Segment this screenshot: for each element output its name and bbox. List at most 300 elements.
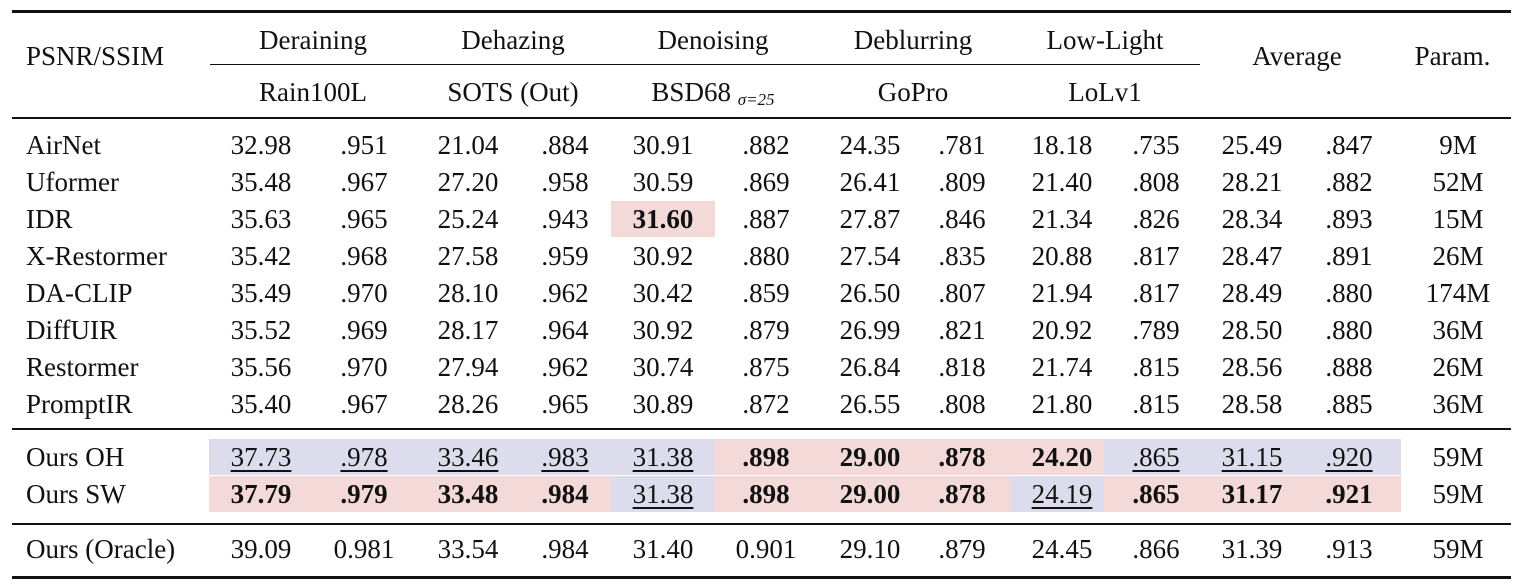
value-cell (209, 275, 313, 311)
value-cell (1200, 476, 1304, 512)
value-text: 24.35 (839, 130, 901, 160)
value-cell (209, 312, 313, 348)
dataset-header-sots: SOTS (Out) (447, 77, 579, 107)
param-cell: 26M (1432, 241, 1484, 271)
value-text: .951 (340, 130, 388, 160)
value-text: .846 (938, 204, 986, 234)
value-text: 28.17 (437, 315, 499, 345)
value-text: 31.40 (632, 534, 694, 564)
param-header: Param. (1414, 41, 1491, 71)
value-cell (611, 201, 715, 237)
value-text: .983 (541, 442, 589, 472)
value-cell (611, 476, 715, 512)
value-cell (1010, 439, 1114, 475)
value-text: .880 (742, 241, 790, 271)
value-cell (714, 312, 818, 348)
value-cell (1200, 531, 1304, 567)
value-text: .735 (1132, 130, 1180, 160)
value-text: .808 (1132, 167, 1180, 197)
value-cell (1104, 275, 1208, 311)
value-text: .826 (1132, 204, 1180, 234)
value-cell (1010, 349, 1114, 385)
value-text: 18.18 (1031, 130, 1093, 160)
value-text: .970 (340, 278, 388, 308)
value-text: 28.49 (1221, 278, 1283, 308)
value-text: .968 (340, 241, 388, 271)
value-text: .978 (340, 442, 388, 472)
value-text: .809 (938, 167, 986, 197)
value-cell (1104, 439, 1208, 475)
value-cell (1010, 201, 1114, 237)
method-name: DiffUIR (26, 315, 117, 345)
value-text: .878 (938, 442, 986, 472)
value-cell (416, 201, 520, 237)
value-cell (910, 386, 1014, 422)
value-text: .913 (1325, 534, 1373, 564)
value-text: .885 (1325, 389, 1373, 419)
value-text: 32.98 (230, 130, 292, 160)
value-cell (611, 275, 715, 311)
value-cell (312, 439, 416, 475)
value-cell (513, 164, 617, 200)
average-header: Average (1252, 41, 1342, 71)
value-text: 35.52 (230, 315, 292, 345)
value-text: .815 (1132, 352, 1180, 382)
results-table (12, 10, 1511, 580)
value-text: .984 (541, 479, 589, 509)
value-cell (416, 312, 520, 348)
value-text: .882 (1325, 167, 1373, 197)
value-text: 31.38 (632, 442, 694, 472)
value-cell (611, 439, 715, 475)
value-cell (818, 439, 922, 475)
value-text: .921 (1325, 479, 1373, 509)
value-text: .865 (1132, 479, 1180, 509)
value-cell (714, 386, 818, 422)
value-cell (312, 164, 416, 200)
value-cell (910, 439, 1014, 475)
value-cell (714, 439, 818, 475)
method-name: AirNet (26, 130, 101, 160)
value-cell (1104, 531, 1208, 567)
value-text: 35.42 (230, 241, 292, 271)
value-cell (1297, 476, 1401, 512)
value-cell (209, 164, 313, 200)
value-text: 31.39 (1221, 534, 1283, 564)
method-name: Uformer (26, 167, 119, 197)
method-name: IDR (26, 204, 73, 234)
value-text: .965 (541, 389, 589, 419)
value-cell (611, 531, 715, 567)
value-cell (1297, 531, 1401, 567)
value-text: .781 (938, 130, 986, 160)
metric-header: PSNR/SSIM (26, 41, 165, 71)
value-cell (1200, 238, 1304, 274)
value-text: 27.94 (437, 352, 499, 382)
value-text: 30.74 (632, 352, 694, 382)
param-cell: 59M (1432, 442, 1484, 472)
value-cell (1200, 164, 1304, 200)
value-cell (416, 164, 520, 200)
value-cell (416, 349, 520, 385)
value-cell (416, 238, 520, 274)
value-text: .879 (938, 534, 986, 564)
value-text: .879 (742, 315, 790, 345)
value-cell (513, 531, 617, 567)
value-text: .887 (742, 204, 790, 234)
value-cell (513, 312, 617, 348)
value-cell (818, 164, 922, 200)
value-text: .967 (340, 389, 388, 419)
value-cell (209, 439, 313, 475)
value-cell (1297, 349, 1401, 385)
value-cell (312, 349, 416, 385)
value-cell (714, 238, 818, 274)
value-cell (312, 238, 416, 274)
value-text: 26.99 (839, 315, 901, 345)
param-cell: 36M (1432, 389, 1484, 419)
value-cell (416, 476, 520, 512)
value-text: 21.34 (1031, 204, 1093, 234)
value-text: .967 (340, 167, 388, 197)
value-text: 39.09 (230, 534, 292, 564)
value-text: 28.21 (1221, 167, 1283, 197)
value-cell (1010, 275, 1114, 311)
value-text: 25.49 (1221, 130, 1283, 160)
value-text: 35.48 (230, 167, 292, 197)
value-text: .893 (1325, 204, 1373, 234)
param-cell: 52M (1432, 167, 1484, 197)
value-cell (714, 349, 818, 385)
value-text: 0.981 (333, 534, 395, 564)
value-cell (1200, 201, 1304, 237)
value-text: 35.56 (230, 352, 292, 382)
method-name: PromptIR (26, 389, 133, 419)
value-text: 35.40 (230, 389, 292, 419)
value-text: .888 (1325, 352, 1373, 382)
param-cell: 15M (1432, 204, 1484, 234)
value-text: 28.50 (1221, 315, 1283, 345)
value-text: .970 (340, 352, 388, 382)
value-text: 24.45 (1031, 534, 1093, 564)
value-cell (818, 238, 922, 274)
value-text: .878 (938, 479, 986, 509)
value-cell (714, 531, 818, 567)
value-text: 21.94 (1031, 278, 1093, 308)
value-text: .959 (541, 241, 589, 271)
value-cell (1104, 238, 1208, 274)
value-cell (714, 476, 818, 512)
task-header-denoising: Denoising (657, 25, 769, 55)
value-cell (1104, 164, 1208, 200)
value-text: .866 (1132, 534, 1180, 564)
value-text: .884 (541, 130, 589, 160)
value-text: 31.17 (1221, 479, 1283, 509)
value-text: 30.92 (632, 315, 694, 345)
value-cell (910, 164, 1014, 200)
value-text: 28.34 (1221, 204, 1283, 234)
bottom-rule (12, 576, 1511, 579)
value-text: .984 (541, 534, 589, 564)
value-cell (1104, 349, 1208, 385)
method-name: Ours OH (26, 442, 125, 472)
dataset-header-lolv1: LoLv1 (1068, 77, 1142, 107)
value-text: .891 (1325, 241, 1373, 271)
value-cell (513, 439, 617, 475)
value-cell (513, 275, 617, 311)
value-text: .962 (541, 352, 589, 382)
value-cell (1297, 386, 1401, 422)
value-text: 26.55 (839, 389, 901, 419)
value-text: .875 (742, 352, 790, 382)
group-rule (12, 428, 1511, 430)
value-text: 26.50 (839, 278, 901, 308)
value-text: 24.20 (1031, 442, 1093, 472)
task-header-deraining: Deraining (259, 25, 367, 55)
value-cell (818, 531, 922, 567)
value-cell (1200, 127, 1304, 163)
value-text: .882 (742, 130, 790, 160)
task-header-dehazing: Dehazing (461, 25, 565, 55)
value-cell (209, 531, 313, 567)
value-cell (416, 275, 520, 311)
value-cell (910, 127, 1014, 163)
value-text: .962 (541, 278, 589, 308)
value-text: 26.84 (839, 352, 901, 382)
value-text: .964 (541, 315, 589, 345)
value-cell (1200, 275, 1304, 311)
method-name: Restormer (26, 352, 139, 382)
value-text: .898 (742, 479, 790, 509)
value-text: 37.73 (230, 442, 292, 472)
method-name: Ours (Oracle) (26, 534, 176, 564)
method-name: DA-CLIP (26, 278, 133, 308)
value-cell (1297, 312, 1401, 348)
value-text: .979 (340, 479, 388, 509)
value-cell (312, 275, 416, 311)
value-text: 28.26 (437, 389, 499, 419)
value-cell (910, 531, 1014, 567)
value-cell (1104, 386, 1208, 422)
value-text: 31.15 (1221, 442, 1283, 472)
value-cell (1010, 127, 1114, 163)
value-text: 29.10 (839, 534, 901, 564)
value-cell (818, 275, 922, 311)
value-cell (1010, 476, 1114, 512)
value-cell (910, 201, 1014, 237)
value-text: 28.47 (1221, 241, 1283, 271)
value-cell (910, 476, 1014, 512)
value-text: .847 (1325, 130, 1373, 160)
value-text: 31.60 (632, 204, 694, 234)
oracle-rule (12, 523, 1511, 525)
value-text: .865 (1132, 442, 1180, 472)
value-cell (818, 386, 922, 422)
param-cell: 9M (1439, 130, 1477, 160)
value-text: 35.49 (230, 278, 292, 308)
value-text: 30.91 (632, 130, 694, 160)
method-name: Ours SW (26, 479, 126, 509)
value-text: 21.80 (1031, 389, 1093, 419)
dataset-header-rain100l: Rain100L (259, 77, 367, 107)
value-text: .958 (541, 167, 589, 197)
value-text: .969 (340, 315, 388, 345)
value-cell (910, 349, 1014, 385)
value-text: 29.00 (839, 479, 901, 509)
value-text: 27.54 (839, 241, 901, 271)
value-cell (714, 164, 818, 200)
value-cell (416, 531, 520, 567)
value-cell (1104, 476, 1208, 512)
value-text: 33.48 (437, 479, 499, 509)
value-cell (910, 238, 1014, 274)
value-text: .880 (1325, 315, 1373, 345)
dataset-header-bsd68 (610, 74, 816, 114)
value-text: 31.38 (632, 479, 694, 509)
value-text: 21.04 (437, 130, 499, 160)
value-text: .859 (742, 278, 790, 308)
method-name: X-Restormer (26, 241, 167, 271)
value-text: 27.87 (839, 204, 901, 234)
value-cell (611, 312, 715, 348)
value-text: 27.20 (437, 167, 499, 197)
value-cell (611, 238, 715, 274)
value-cell (209, 127, 313, 163)
value-text: .898 (742, 442, 790, 472)
value-text: 33.46 (437, 442, 499, 472)
value-cell (1297, 164, 1401, 200)
value-text: .815 (1132, 389, 1180, 419)
value-text: 30.59 (632, 167, 694, 197)
value-cell (513, 201, 617, 237)
value-text: 29.00 (839, 442, 901, 472)
value-cell (818, 349, 922, 385)
value-text: .872 (742, 389, 790, 419)
value-cell (1104, 201, 1208, 237)
task-header-deblurring: Deblurring (853, 25, 973, 55)
value-cell (1297, 201, 1401, 237)
sigma-subscript: σ=25 (737, 90, 775, 109)
value-text: 26.41 (839, 167, 901, 197)
value-text: .817 (1132, 278, 1180, 308)
value-cell (1010, 312, 1114, 348)
value-cell (611, 164, 715, 200)
value-cell (209, 238, 313, 274)
value-cell (1297, 238, 1401, 274)
value-text: 30.42 (632, 278, 694, 308)
value-text: .869 (742, 167, 790, 197)
value-cell (714, 201, 818, 237)
param-cell: 36M (1432, 315, 1484, 345)
value-cell (209, 349, 313, 385)
value-cell (513, 127, 617, 163)
value-text: 28.10 (437, 278, 499, 308)
value-cell (1297, 127, 1401, 163)
top-rule (12, 10, 1511, 13)
value-text: 0.901 (735, 534, 797, 564)
value-text: .821 (938, 315, 986, 345)
value-text: .808 (938, 389, 986, 419)
value-cell (1297, 275, 1401, 311)
value-cell (312, 312, 416, 348)
value-cell (818, 201, 922, 237)
value-text: 25.24 (437, 204, 499, 234)
value-cell (312, 386, 416, 422)
value-cell (209, 386, 313, 422)
value-cell (1200, 312, 1304, 348)
value-text: 30.92 (632, 241, 694, 271)
value-cell (714, 275, 818, 311)
value-cell (1297, 439, 1401, 475)
value-text: 20.92 (1031, 315, 1093, 345)
value-cell (818, 127, 922, 163)
value-cell (1104, 127, 1208, 163)
value-cell (209, 201, 313, 237)
value-text: .817 (1132, 241, 1180, 271)
param-cell: 174M (1425, 278, 1491, 308)
value-cell (416, 386, 520, 422)
value-cell (513, 238, 617, 274)
value-cell (513, 476, 617, 512)
value-text: 21.74 (1031, 352, 1093, 382)
value-cell (312, 476, 416, 512)
value-cell (714, 127, 818, 163)
value-text: .920 (1325, 442, 1373, 472)
value-cell (1200, 349, 1304, 385)
value-text: .965 (340, 204, 388, 234)
value-cell (312, 201, 416, 237)
value-cell (910, 275, 1014, 311)
value-cell (1010, 531, 1114, 567)
dataset-name: BSD68 (651, 77, 731, 107)
value-text: .807 (938, 278, 986, 308)
value-text: .943 (541, 204, 589, 234)
value-text: 28.56 (1221, 352, 1283, 382)
value-cell (1010, 386, 1114, 422)
value-text: 27.58 (437, 241, 499, 271)
value-cell (513, 349, 617, 385)
value-cell (910, 312, 1014, 348)
value-text: 37.79 (230, 479, 292, 509)
value-text: 35.63 (230, 204, 292, 234)
header-rule (12, 117, 1511, 119)
param-cell: 59M (1432, 534, 1484, 564)
value-text: .880 (1325, 278, 1373, 308)
value-text: 28.58 (1221, 389, 1283, 419)
value-cell (611, 349, 715, 385)
value-cell (1010, 238, 1114, 274)
value-text: .818 (938, 352, 986, 382)
value-text: .835 (938, 241, 986, 271)
value-cell (209, 476, 313, 512)
value-cell (1010, 164, 1114, 200)
value-cell (312, 531, 416, 567)
dataset-header-gopro: GoPro (877, 77, 949, 107)
value-cell (1200, 386, 1304, 422)
value-cell (611, 127, 715, 163)
value-cell (818, 476, 922, 512)
value-cell (416, 439, 520, 475)
value-cell (1104, 312, 1208, 348)
param-cell: 59M (1432, 479, 1484, 509)
value-text: 30.89 (632, 389, 694, 419)
value-text: 21.40 (1031, 167, 1093, 197)
value-text: 20.88 (1031, 241, 1093, 271)
value-text: 24.19 (1031, 479, 1093, 509)
value-cell (611, 386, 715, 422)
task-underline (210, 64, 1200, 65)
task-header-lowlight: Low-Light (1046, 25, 1164, 55)
